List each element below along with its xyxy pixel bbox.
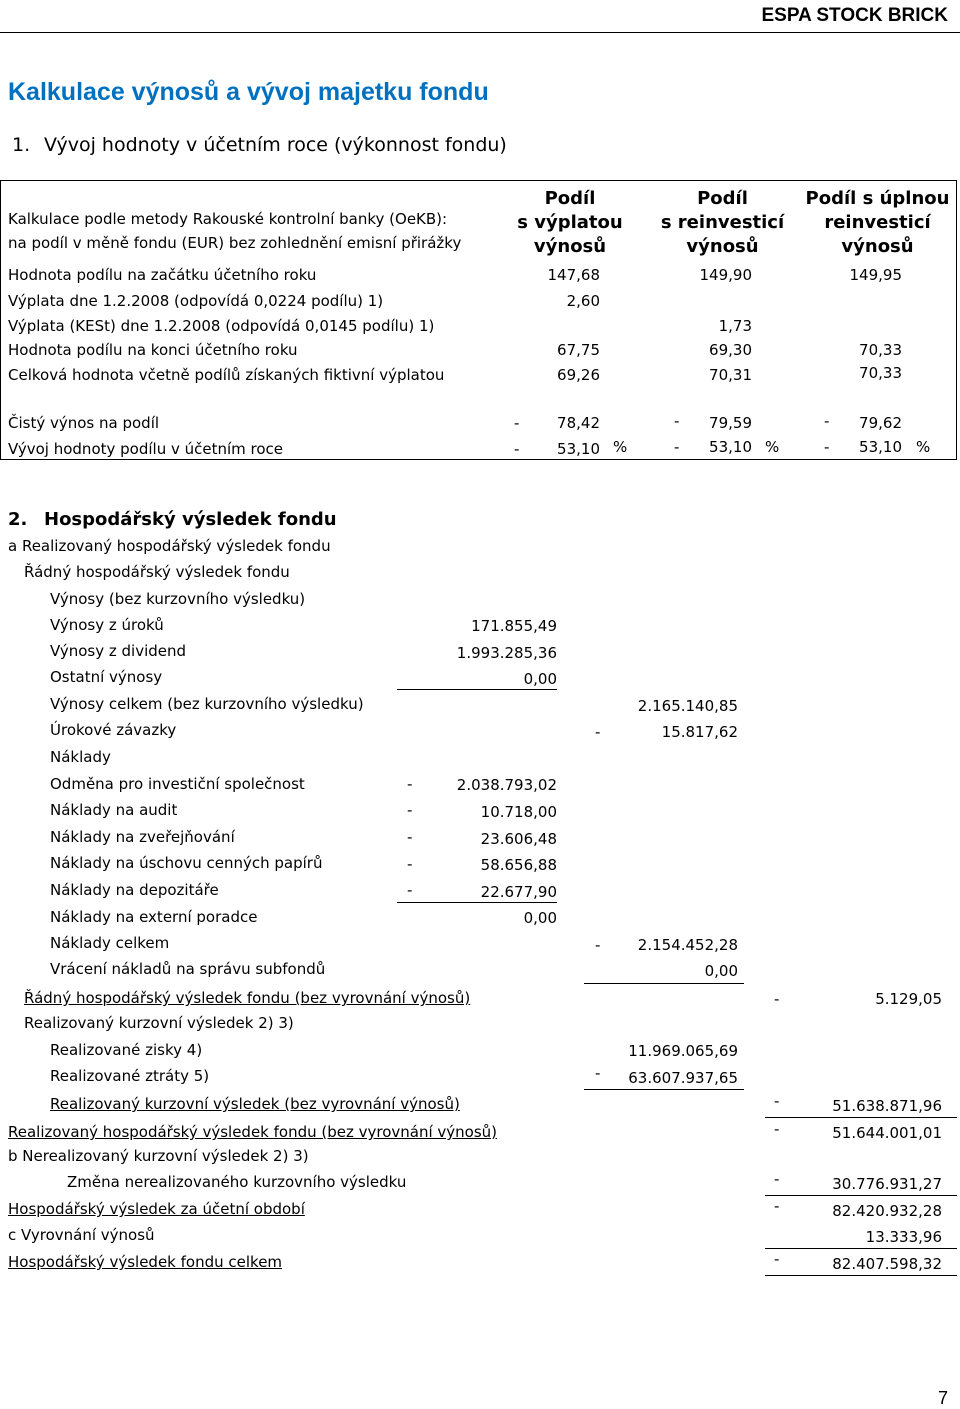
intro-line-2: na podíl v měně fondu (EUR) bez zohlednění emisní přirážky — [8, 234, 462, 252]
divider — [397, 902, 557, 903]
divider — [765, 1195, 957, 1196]
brand-header: ESPA STOCK BRICK — [761, 5, 948, 26]
divider — [584, 1089, 744, 1090]
section1-heading: Vývoj hodnoty v účetním roce (výkonnost fondu) — [44, 134, 507, 156]
col-header-full-reinvest: Podíl s úplnou reinvesticí výnosů — [805, 188, 950, 257]
section2-heading: Hospodářský výsledek fondu — [44, 509, 337, 530]
header-rule — [0, 32, 960, 33]
section1-number: 1. — [12, 134, 31, 156]
realized-fx-head: Realizovaný kurzovní výsledek 2) 3) — [24, 1014, 294, 1032]
section2-number: 2. — [8, 509, 28, 530]
ordinary-label: Řádný hospodářský výsledek fondu — [24, 563, 290, 581]
intro-line-1: Kalkulace podle metody Rakouské kontrolní banky (OeKB): — [8, 210, 448, 228]
col-header-payout: Podíl s výplatou výnosů — [517, 188, 623, 257]
b-label: b Nerealizovaný kurzovní výsledek 2) 3) — [8, 1147, 309, 1165]
divider — [765, 1275, 957, 1276]
costs-head: Náklady — [50, 748, 111, 766]
divider — [765, 1248, 957, 1249]
divider — [765, 1117, 957, 1118]
income-head: Výnosy (bez kurzovního výsledku) — [50, 590, 306, 608]
divider — [584, 983, 744, 984]
page-number: 7 — [937, 1388, 948, 1408]
col-header-reinvest: Podíl s reinvesticí výnosů — [660, 188, 785, 257]
page-title: Kalkulace výnosů a vývoj majetku fondu — [8, 78, 489, 106]
a-label: a Realizovaný hospodářský výsledek fondu — [8, 537, 331, 555]
divider — [397, 689, 557, 690]
